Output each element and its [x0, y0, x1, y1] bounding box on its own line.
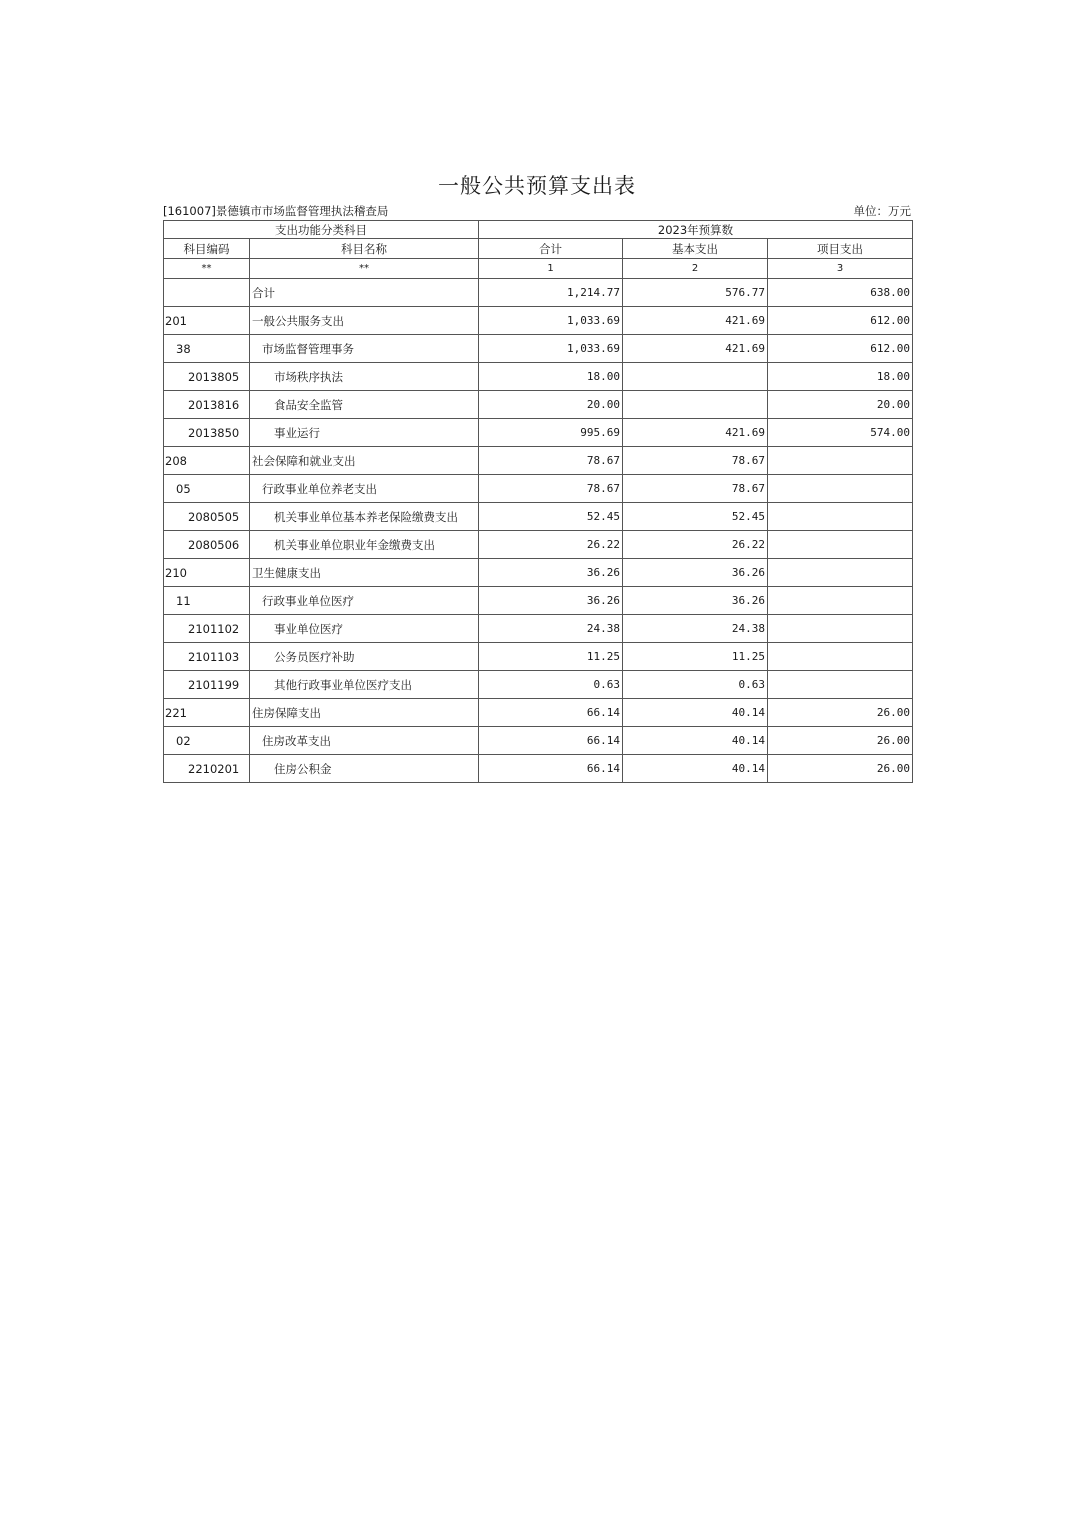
row-total: 26.22	[479, 531, 623, 559]
row-project: 638.00	[768, 279, 913, 307]
row-project	[768, 587, 913, 615]
row-total: 52.45	[479, 503, 623, 531]
table-row	[164, 363, 913, 391]
row-name: 一般公共服务支出	[250, 307, 479, 335]
header-code: 科目编码	[164, 239, 250, 259]
row-project	[768, 615, 913, 643]
header-name-marker: **	[250, 259, 479, 279]
row-code: 02	[164, 727, 250, 755]
table-row	[164, 727, 913, 755]
row-total: 995.69	[479, 419, 623, 447]
row-basic: 78.67	[623, 447, 768, 475]
row-basic: 576.77	[623, 279, 768, 307]
row-name: 行政事业单位养老支出	[250, 475, 479, 503]
row-project	[768, 503, 913, 531]
header-name: 科目名称	[250, 239, 479, 259]
row-code: 2013850	[164, 419, 250, 447]
row-code: 221	[164, 699, 250, 727]
header-code-marker: **	[164, 259, 250, 279]
row-project	[768, 531, 913, 559]
table-row	[164, 279, 913, 307]
row-project: 26.00	[768, 699, 913, 727]
row-total: 66.14	[479, 699, 623, 727]
table-row	[164, 755, 913, 783]
row-code: 2101199	[164, 671, 250, 699]
table-row	[164, 391, 913, 419]
row-name: 住房公积金	[250, 755, 479, 783]
organization-label: [161007]景德镇市市场监督管理执法稽查局	[163, 204, 389, 218]
row-project: 20.00	[768, 391, 913, 419]
table-meta	[163, 203, 911, 221]
row-project	[768, 671, 913, 699]
row-code: 2013805	[164, 363, 250, 391]
row-name: 卫生健康支出	[250, 559, 479, 587]
row-basic: 26.22	[623, 531, 768, 559]
row-basic: 421.69	[623, 419, 768, 447]
row-name: 住房保障支出	[250, 699, 479, 727]
row-total: 78.67	[479, 475, 623, 503]
row-total: 0.63	[479, 671, 623, 699]
row-project	[768, 447, 913, 475]
row-name: 其他行政事业单位医疗支出	[250, 671, 479, 699]
table-row	[164, 643, 913, 671]
table-row	[164, 531, 913, 559]
row-project: 612.00	[768, 335, 913, 363]
row-basic: 52.45	[623, 503, 768, 531]
row-basic: 36.26	[623, 587, 768, 615]
row-name: 机关事业单位职业年金缴费支出	[250, 531, 479, 559]
row-name: 事业单位医疗	[250, 615, 479, 643]
row-name: 公务员医疗补助	[250, 643, 479, 671]
row-basic: 421.69	[623, 335, 768, 363]
row-code: 201	[164, 307, 250, 335]
row-code: 210	[164, 559, 250, 587]
header-basic: 基本支出	[623, 239, 768, 259]
row-total: 78.67	[479, 447, 623, 475]
row-code: 2101103	[164, 643, 250, 671]
table-row	[164, 559, 913, 587]
row-total: 20.00	[479, 391, 623, 419]
row-code: 2080505	[164, 503, 250, 531]
row-project: 26.00	[768, 727, 913, 755]
row-project: 18.00	[768, 363, 913, 391]
table-row	[164, 447, 913, 475]
budget-table	[163, 220, 913, 783]
row-code: 208	[164, 447, 250, 475]
row-name: 社会保障和就业支出	[250, 447, 479, 475]
row-project: 574.00	[768, 419, 913, 447]
row-project	[768, 559, 913, 587]
row-name: 事业运行	[250, 419, 479, 447]
table-row	[164, 307, 913, 335]
row-total: 1,214.77	[479, 279, 623, 307]
row-total: 24.38	[479, 615, 623, 643]
row-total: 66.14	[479, 755, 623, 783]
unit-label: 单位：万元	[853, 204, 911, 218]
header-project: 项目支出	[768, 239, 913, 259]
header-total: 合计	[479, 239, 623, 259]
row-basic: 421.69	[623, 307, 768, 335]
page-title: 一般公共预算支出表	[438, 174, 636, 198]
row-total: 1,033.69	[479, 307, 623, 335]
row-code	[164, 279, 250, 307]
row-project: 612.00	[768, 307, 913, 335]
row-total: 11.25	[479, 643, 623, 671]
row-basic: 24.38	[623, 615, 768, 643]
header-budget-year: 2023年预算数	[479, 221, 913, 239]
table-row	[164, 671, 913, 699]
row-name: 食品安全监管	[250, 391, 479, 419]
row-code: 11	[164, 587, 250, 615]
row-basic: 40.14	[623, 727, 768, 755]
row-name: 机关事业单位基本养老保险缴费支出	[250, 503, 479, 531]
row-project	[768, 475, 913, 503]
row-project: 26.00	[768, 755, 913, 783]
row-total: 36.26	[479, 559, 623, 587]
table-header	[164, 221, 913, 279]
row-code: 05	[164, 475, 250, 503]
row-basic: 0.63	[623, 671, 768, 699]
row-name: 合计	[250, 279, 479, 307]
header-col-1: 1	[479, 259, 623, 279]
row-total: 1,033.69	[479, 335, 623, 363]
row-basic: 40.14	[623, 699, 768, 727]
row-total: 36.26	[479, 587, 623, 615]
table-body	[164, 279, 913, 783]
header-col-3: 3	[768, 259, 913, 279]
table-row	[164, 587, 913, 615]
row-project	[768, 643, 913, 671]
row-basic	[623, 391, 768, 419]
row-code: 2080506	[164, 531, 250, 559]
row-basic	[623, 363, 768, 391]
table-row	[164, 419, 913, 447]
row-name: 市场秩序执法	[250, 363, 479, 391]
row-basic: 40.14	[623, 755, 768, 783]
row-basic: 78.67	[623, 475, 768, 503]
row-code: 38	[164, 335, 250, 363]
row-code: 2210201	[164, 755, 250, 783]
table-row	[164, 475, 913, 503]
header-functional-category: 支出功能分类科目	[164, 221, 479, 239]
row-total: 66.14	[479, 727, 623, 755]
row-name: 住房改革支出	[250, 727, 479, 755]
row-basic: 11.25	[623, 643, 768, 671]
table-row	[164, 699, 913, 727]
row-name: 市场监督管理事务	[250, 335, 479, 363]
row-name: 行政事业单位医疗	[250, 587, 479, 615]
table-row	[164, 503, 913, 531]
row-basic: 36.26	[623, 559, 768, 587]
row-total: 18.00	[479, 363, 623, 391]
table-row	[164, 615, 913, 643]
row-code: 2101102	[164, 615, 250, 643]
header-col-2: 2	[623, 259, 768, 279]
row-code: 2013816	[164, 391, 250, 419]
table-row	[164, 335, 913, 363]
